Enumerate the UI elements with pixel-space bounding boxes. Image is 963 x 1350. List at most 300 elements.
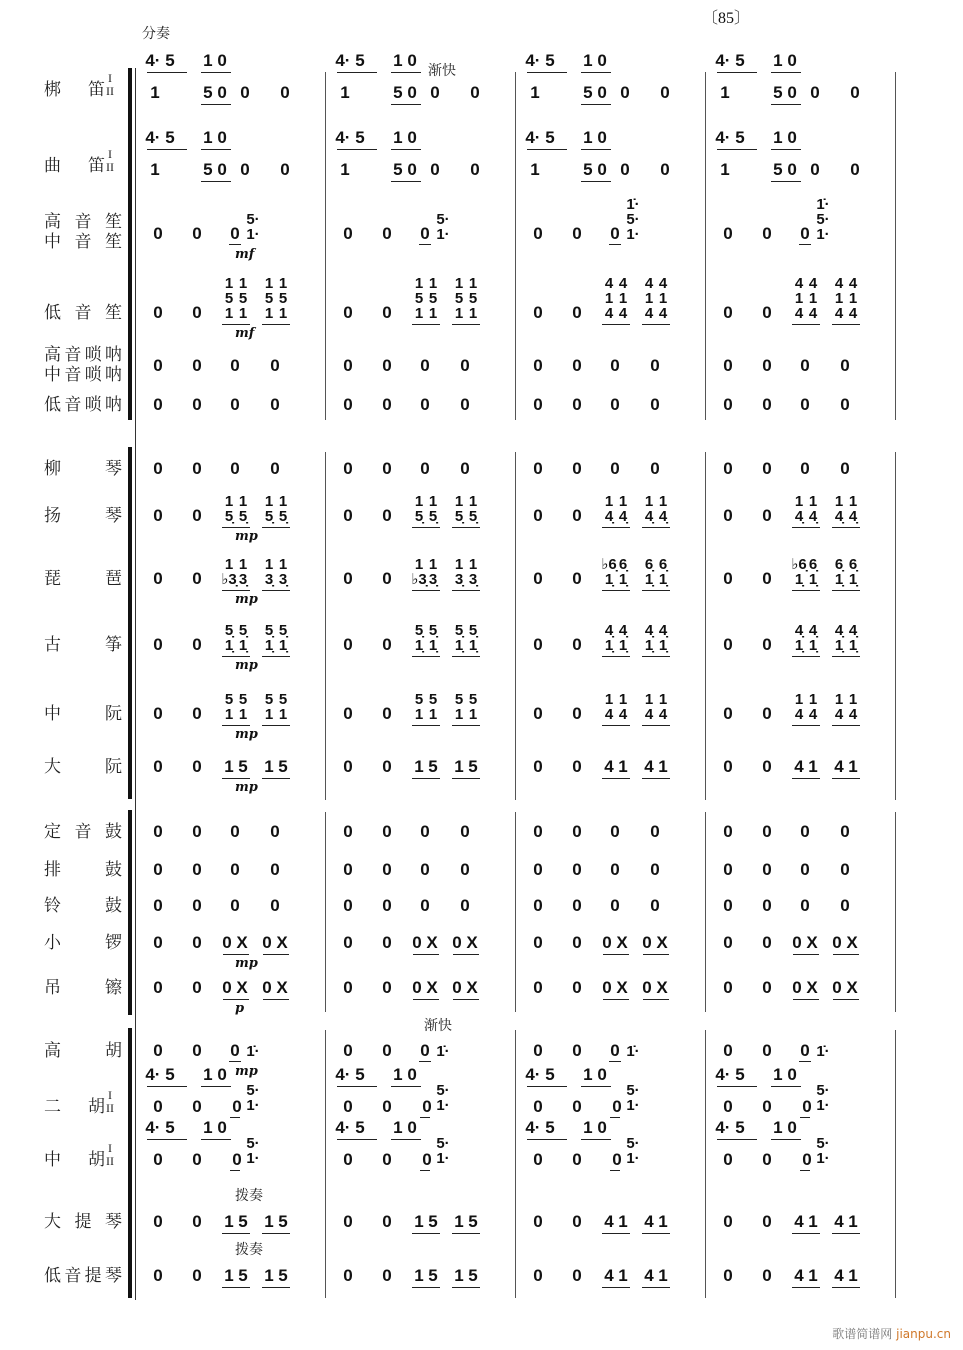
flute-part-1: 4· 5 [525,128,555,147]
rest: 0 [153,635,163,654]
note: 5 [468,757,478,776]
rest: 0 [533,459,543,478]
dynamic-mp: mp [235,658,258,673]
note: 1 [658,1212,668,1231]
note: 5 [428,1212,438,1231]
note: 4 [604,1212,614,1231]
flute-part-1: 4· 5 [335,128,365,147]
chord: 1 4 [848,691,858,723]
rest: 0 [612,1150,622,1169]
underline-beam [420,1117,430,1118]
rest: 0 [762,459,772,478]
chord: 4 1 4 [644,275,654,322]
rest: 0 [533,224,543,243]
underline-beam [800,1170,810,1171]
note: 1 [618,1266,628,1285]
underline-beam [412,656,440,657]
chord: 1 4̣ [618,493,628,525]
chord: 1 3̣ [264,556,274,588]
rest: 0 [382,1212,392,1231]
chord: 1 5 1 [278,275,288,322]
underline-beam [337,72,377,73]
underline-beam [201,104,231,105]
flute-part-1: 4· 5 [145,1065,175,1084]
underline-beam [147,1139,187,1140]
underline-beam [717,72,757,73]
note: 5 [428,1266,438,1285]
rest: 0 [343,635,353,654]
rest: 0 [192,1212,202,1231]
rest: 0 [153,1041,163,1060]
rest: 0 [762,933,772,952]
underline-beam [420,1170,430,1171]
underline-beam [262,656,290,657]
rest: 0 [343,860,353,879]
chord: 5· 1· [246,211,260,243]
chord: 4̣ 1̣ [644,622,654,654]
rest: 0 [343,978,353,997]
underline-beam [412,324,440,325]
flute-part-2: 1 [150,83,160,102]
flute-part-1: 4· 5 [145,51,175,70]
barline [705,452,706,800]
rest: 0 [153,1212,163,1231]
barline [705,1030,706,1298]
rest: 0 [230,224,240,243]
rest: 0 [800,459,810,478]
chord: 1 4 [808,691,818,723]
note: 4 [794,1212,804,1231]
chord: 1̇· [816,1043,830,1060]
barline [705,72,706,420]
rest: 0 [723,303,733,322]
chord: 1 3̣ [238,556,248,588]
rest: 0 [153,569,163,588]
rest: 0 [533,757,543,776]
underline-beam [792,527,820,528]
rest: 0 [572,1266,582,1285]
rest: 0 [420,356,430,375]
rest: 0 [533,704,543,723]
flute-part-2: 5 0 [203,83,227,102]
underline-beam [262,725,290,726]
note: 4 [644,757,654,776]
underline-beam [832,324,860,325]
underline-beam [642,1233,670,1234]
rest: 0 [533,822,543,841]
rest: 0 [572,1150,582,1169]
underline-beam [643,999,669,1000]
note: 1 [414,757,424,776]
note: 4 [794,1266,804,1285]
tempo-mark-accel-strings: 渐快 [424,1018,452,1034]
underline-beam [610,1117,620,1118]
rest: 0 [230,395,240,414]
flute-part-1: 1 0 [393,128,417,147]
underline-beam [229,244,241,245]
chord: 1 5̣ [238,493,248,525]
rest: 0 [800,395,810,414]
underline-beam [602,324,630,325]
rest: 0 [610,395,620,414]
note: 4 [604,757,614,776]
underline-beam [452,1287,480,1288]
rest: 0 [762,1041,772,1060]
underline-beam [391,149,421,150]
note: 1 [224,1266,234,1285]
rest: 0 [650,860,660,879]
underline-beam [230,1117,240,1118]
underline-beam [832,527,860,528]
chord: 6̣ 1̣ [808,556,818,588]
percussion-hit: 0 X [642,978,668,997]
flute-part-2: 5 0 [583,160,607,179]
underline-beam [642,656,670,657]
underline-beam [452,725,480,726]
note: 1 [848,1266,858,1285]
dynamic-mp: mp [235,780,258,795]
rest: 0 [382,569,392,588]
underline-beam [412,778,440,779]
underline-beam [337,1139,377,1140]
chord: 5 1 [468,691,478,723]
underline-beam [337,149,377,150]
underline-beam [412,1233,440,1234]
underline-beam [771,181,801,182]
chord: 1 4 [834,691,844,723]
percussion-hit: 0 X [262,978,288,997]
chord: 1 5̣ [264,493,274,525]
chord: 4̣ 1̣ [834,622,844,654]
rest: 0 [762,224,772,243]
percussion-hit: 0 X [222,933,248,952]
rest: 0 [762,635,772,654]
underline-beam [413,954,439,955]
chord: 5̣ 1̣ [414,622,424,654]
underline-beam [581,1139,611,1140]
label-zhonghu: 中 胡 I II [44,1141,114,1170]
note: 4 [644,1212,654,1231]
rest: 0 [723,1266,733,1285]
rest: 0 [840,395,850,414]
rest: 0 [192,569,202,588]
rest: 0 [723,1212,733,1231]
rest: 0 [723,395,733,414]
chord: 4 1 4 [604,275,614,322]
underline-beam [223,999,249,1000]
chord: 5̣ 1̣ [428,622,438,654]
rest: 0 [723,459,733,478]
underline-beam [452,527,480,528]
dynamic-mp: mp [235,529,258,544]
rest: 0 [270,459,280,478]
rest: 0 [153,860,163,879]
chord: 6̣ 1̣ [834,556,844,588]
rest: 0 [612,1097,622,1116]
rest: 0 [840,822,850,841]
rest: 0 [650,395,660,414]
chord: 1 5̣ [468,493,478,525]
rest: 0 [840,356,850,375]
rehearsal-mark: 〔85〕 [702,10,751,27]
rest: 0 [192,356,202,375]
bracket-winds [128,68,132,420]
rest: 0 [420,395,430,414]
chord: 1 ♭3̣ [411,556,427,588]
system-line [135,68,136,1300]
rest: 0 [610,224,620,243]
chord: 1 3̣ [454,556,464,588]
rest: 0 [230,896,240,915]
underline-beam [230,1170,240,1171]
flute-part-1: 4· 5 [715,1118,745,1137]
underline-beam [642,324,670,325]
rest: 0 [343,506,353,525]
rest: 0 [533,356,543,375]
label-xiaoluo: 小 锣 [44,933,123,953]
rest: 0 [343,1266,353,1285]
underline-beam [771,149,801,150]
note: 4 [834,1266,844,1285]
percussion-hit: 0 X [642,933,668,952]
rest: 0 [723,1041,733,1060]
rest: 0 [420,822,430,841]
rest: 0 [572,757,582,776]
underline-beam [832,656,860,657]
rest: 0 [723,978,733,997]
flute-part-1: 1 0 [393,1118,417,1137]
rest: 0 [382,978,392,997]
chord: 4 1 4 [848,275,858,322]
underline-beam [147,72,187,73]
rest: 0 [723,757,733,776]
note: 1 [848,757,858,776]
flute-part-2: 1 [340,83,350,102]
underline-beam [229,1061,241,1062]
label-sheng-low: 低 音 笙 [44,303,122,323]
chord: 4̣ 1̣ [848,622,858,654]
rest: 0 [610,459,620,478]
rest: 0 [192,1150,202,1169]
rest: 0 [533,860,543,879]
percussion-hit: 0 X [452,978,478,997]
underline-beam [833,954,859,955]
rest: 0 [382,822,392,841]
underline-beam [337,1086,377,1087]
percussion-hit: 0 X [792,978,818,997]
rest: 0 [420,1041,430,1060]
rest: 0 [232,1150,242,1169]
rest: 0 [153,896,163,915]
underline-beam [771,104,801,105]
flute-part-1: 4· 5 [525,51,555,70]
flute-part-1: 1 0 [203,128,227,147]
rest: 0 [192,860,202,879]
note: 1 [658,1266,668,1285]
note: 1 [618,1212,628,1231]
note: 1 [264,1212,274,1231]
underline-beam [609,1061,621,1062]
rest: 0 [230,1041,240,1060]
underline-beam [832,1287,860,1288]
chord: 6̣ 1̣ [618,556,628,588]
chord: 5 1 [428,691,438,723]
flute-part-1: 1 0 [583,128,607,147]
chord: 4̣ 1̣ [808,622,818,654]
chord: 5 1 [414,691,424,723]
rest: 0 [533,1150,543,1169]
note: 5 [238,1212,248,1231]
underline-beam [642,1287,670,1288]
flute-part-2: 1 [340,160,350,179]
dynamic-mf: mf [235,247,255,262]
rest: 0 [533,933,543,952]
note: 4 [834,1212,844,1231]
rest: 0 [460,395,470,414]
rest: 0 [192,395,202,414]
chord: 4 1 4 [658,275,668,322]
rest: 0 [572,978,582,997]
chord: 1̇· 5· 1· [626,196,640,243]
rest: 0 [533,1266,543,1285]
flute-part-1: 1 0 [773,128,797,147]
underline-beam [643,954,669,955]
underline-beam [603,999,629,1000]
flute-part-1: 4· 5 [715,51,745,70]
rest: 0 [343,395,353,414]
underline-beam [222,778,250,779]
underline-beam [642,527,670,528]
underline-beam [602,656,630,657]
chord: 5· 1· [816,1082,830,1114]
flute-part-1: 4· 5 [525,1065,555,1084]
rest: 0 [723,822,733,841]
underline-beam [792,590,820,591]
bracket-strings [128,1028,132,1298]
underline-beam [792,1233,820,1234]
percussion-hit: 0 X [602,933,628,952]
rest: 0 [343,459,353,478]
label-guzheng: 古 筝 [44,635,123,655]
underline-beam [527,149,567,150]
note: 5 [278,1266,288,1285]
label-suona-low: 低音唢呐 [44,395,122,415]
note: 1 [414,1266,424,1285]
chord: 1 4̣ [658,493,668,525]
label-qudi: 曲 笛 I II [44,147,114,176]
label-sheng-hi-mid: 高 音 笙 中 音 笙 [44,212,122,252]
rest: 0 [153,978,163,997]
rest: 0 [270,822,280,841]
rest: 0 [723,933,733,952]
rest: 0 [382,1097,392,1116]
underline-beam [799,1061,811,1062]
chord: 1 5 1 [468,275,478,322]
flute-part-1: 4· 5 [715,128,745,147]
chord: 1 4̣ [808,493,818,525]
watermark: 歌谱简谱网 jianpu.cn [832,1327,951,1341]
rest: 0 [660,160,670,179]
chord: 5· 1· [246,1082,260,1114]
rest: 0 [192,506,202,525]
label-bass: 低音提琴 [44,1266,122,1286]
barline [325,1030,326,1298]
chord: 5· 1· [436,211,450,243]
barline [325,812,326,1012]
rest: 0 [802,1150,812,1169]
rest: 0 [430,160,440,179]
underline-beam [222,527,250,528]
rest: 0 [343,704,353,723]
rest: 0 [382,459,392,478]
rest: 0 [192,635,202,654]
chord: 1 5 1 [428,275,438,322]
rest: 0 [192,224,202,243]
label-cello: 大 提 琴 [44,1212,122,1232]
note: 1 [264,757,274,776]
underline-beam [602,527,630,528]
rest: 0 [762,822,772,841]
rest: 0 [723,506,733,525]
chord: 5̣ 1̣ [224,622,234,654]
flute-part-2: 1 [150,160,160,179]
underline-beam [391,181,421,182]
flute-part-2: 5 0 [203,160,227,179]
rest: 0 [800,1041,810,1060]
underline-beam [642,778,670,779]
chord: 1 4̣ [834,493,844,525]
note: 1 [454,757,464,776]
rest: 0 [153,1266,163,1285]
rest: 0 [420,860,430,879]
label-yangqin: 扬 琴 [44,506,123,526]
rest: 0 [533,635,543,654]
chord: 1 4 [644,691,654,723]
note: 5 [278,1212,288,1231]
rest: 0 [343,356,353,375]
dynamic-p: p [235,1001,245,1016]
percussion-hit: 0 X [262,933,288,952]
underline-beam [201,181,231,182]
chord: 5· 1· [246,1135,260,1167]
rest: 0 [533,978,543,997]
chord: 1̇· [246,1043,260,1060]
barline [515,812,516,1012]
chord: 4̣ 1̣ [604,622,614,654]
percussion-hit: 0 X [602,978,628,997]
rest: 0 [572,896,582,915]
barline [325,72,326,420]
chord: 5 1 [264,691,274,723]
note: 5 [238,757,248,776]
rest: 0 [153,459,163,478]
rest: 0 [192,1041,202,1060]
note: 4 [834,757,844,776]
rest: 0 [610,896,620,915]
underline-beam [452,590,480,591]
label-diaocha: 吊 镲 [44,978,123,998]
percussion-hit: 0 X [792,933,818,952]
chord: 1 4 [604,691,614,723]
rest: 0 [533,1041,543,1060]
underline-beam [391,72,421,73]
underline-beam [527,1139,567,1140]
flute-part-2: 1 [530,83,540,102]
rest: 0 [470,160,480,179]
rest: 0 [192,1097,202,1116]
rest: 0 [153,395,163,414]
pizzicato-mark: 拨奏 [235,1242,263,1258]
